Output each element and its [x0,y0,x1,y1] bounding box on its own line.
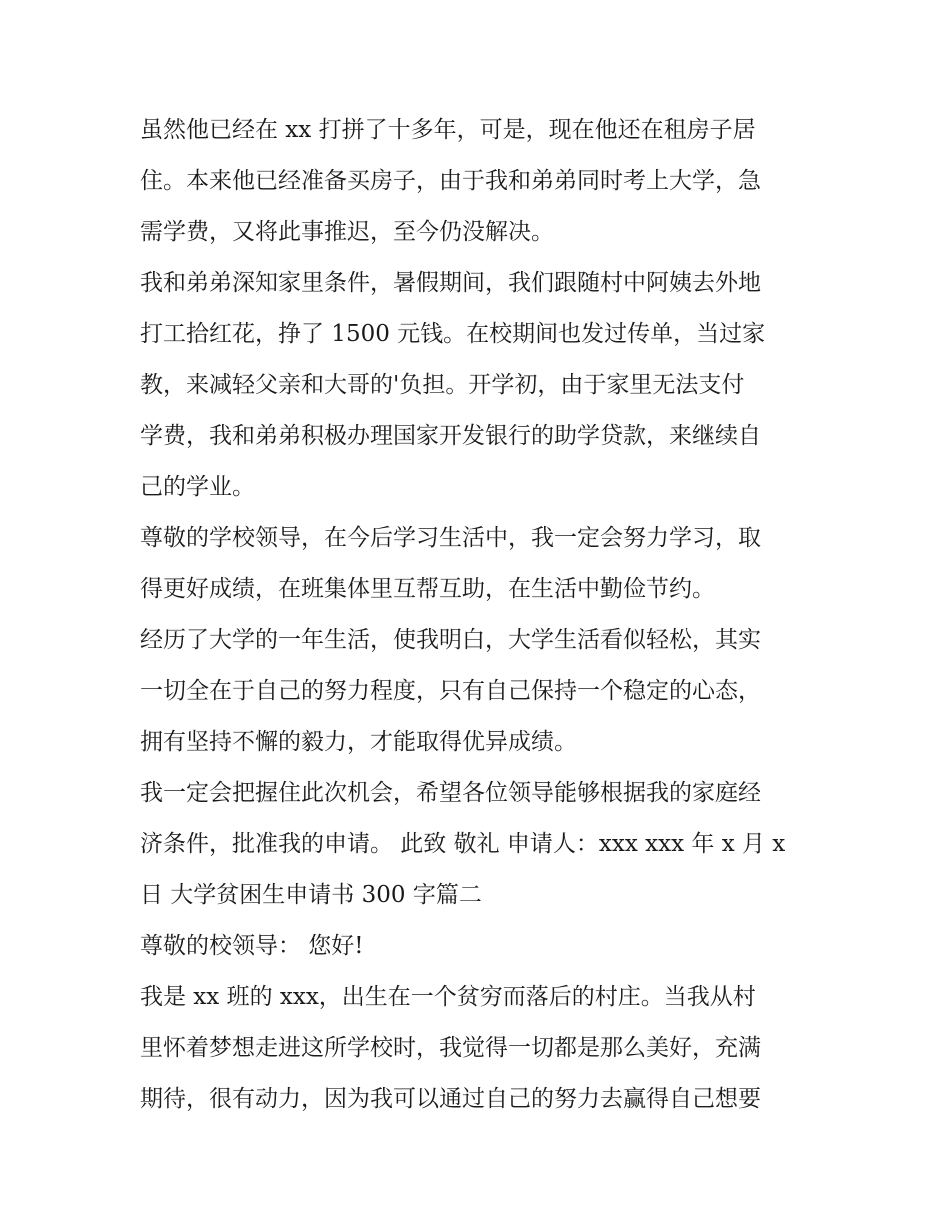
text-line: 己的学业。 [140,474,255,500]
text-line: 期待，很有动力，因为我可以通过自己的努力去赢得自己想要 [140,1086,761,1112]
text-line: 需学费，又将此事推迟，至今仍没解决。 [140,219,554,245]
text-line: 得更好成绩，在班集体里互帮互助，在生活中勤俭节约。 [140,576,715,602]
text-line: 拥有坚持不懈的毅力，才能取得优异成绩。 [140,729,577,755]
text-line: 打工拾红花，挣了 1500 元钱。在校期间也发过传单，当过家 [140,321,766,347]
body-text [140,105,815,1125]
text-line: 尊敬的学校领导，在今后学习生活中，我一定会努力学习，取 [140,525,761,551]
text-line: 我和弟弟深知家里条件，暑假期间，我们跟随村中阿姨去外地 [140,270,761,296]
text-line: 日 大学贫困生申请书 300 字篇二 [140,882,482,908]
text-line: 我是 xx 班的 xxx，出生在一个贫穷而落后的村庄。当我从村 [140,984,756,1010]
text-line: 里怀着梦想走进这所学校时，我觉得一切都是那么美好，充满 [140,1035,761,1061]
text-line: 虽然他已经在 xx 打拼了十多年，可是，现在他还在租房子居 [140,117,756,143]
text-line: 住。本来他已经准备买房子，由于我和弟弟同时考上大学，急 [140,168,761,194]
text-line: 济条件，批准我的申请。 此致 敬礼 申请人：xxx xxx 年 x 月 x [140,831,786,857]
text-line: 尊敬的校领导： 您好! [140,933,364,959]
text-line: 一切全在于自己的努力程度，只有自己保持一个稳定的心态， [140,678,761,704]
text-line: 我一定会把握住此次机会，希望各位领导能够根据我的家庭经 [140,780,761,806]
text-line: 学费，我和弟弟积极办理国家开发银行的助学贷款，来继续自 [140,423,761,449]
text-line: 经历了大学的一年生活，使我明白，大学生活看似轻松，其实 [140,627,761,653]
text-line: 教，来减轻父亲和大哥的'负担。开学初，由于家里无法支付 [140,372,745,398]
